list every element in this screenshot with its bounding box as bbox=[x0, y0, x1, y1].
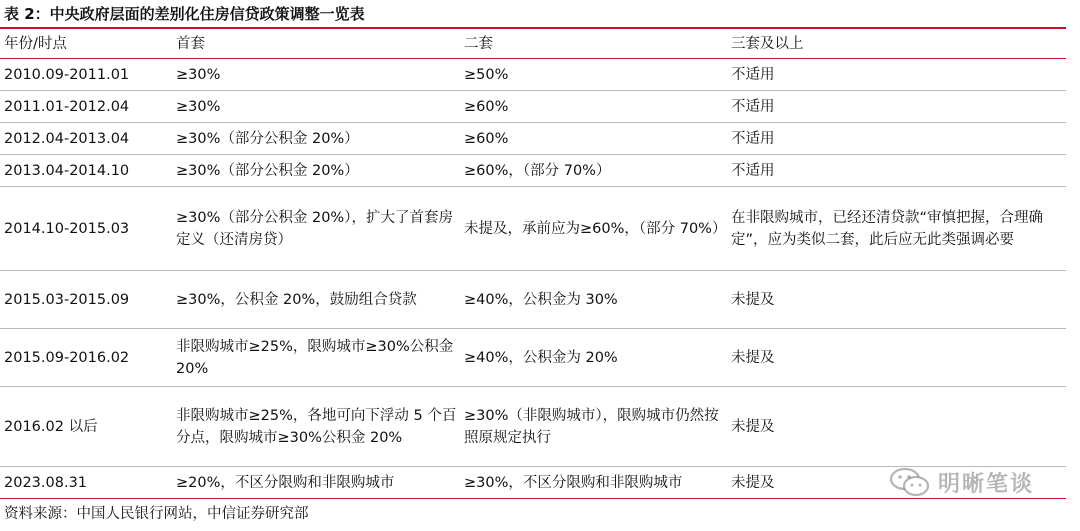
source-note: 资料来源：中国人民银行网站，中信证券研究部 bbox=[4, 506, 309, 522]
first-home-cell: ≥30%（部分公积金 20%） bbox=[172, 123, 460, 155]
watermark bbox=[888, 466, 1034, 498]
table-row bbox=[0, 155, 1066, 187]
first-home-cell: ≥30%（部分公积金 20%），扩大了首套房定义（还清房贷） bbox=[172, 187, 460, 271]
period-cell: 2016.02 以后 bbox=[0, 387, 172, 467]
first-home-cell: ≥20%，不区分限购和非限购城市 bbox=[172, 467, 460, 499]
period-cell: 2011.01-2012.04 bbox=[0, 91, 172, 123]
third-home-cell: 不适用 bbox=[727, 155, 1066, 187]
third-home-cell: 不适用 bbox=[727, 123, 1066, 155]
table-row bbox=[0, 123, 1066, 155]
first-home-cell: ≥30%，公积金 20%，鼓励组合贷款 bbox=[172, 271, 460, 329]
table-row bbox=[0, 59, 1066, 91]
table-row bbox=[0, 387, 1066, 467]
table-header-row bbox=[0, 30, 1066, 59]
third-home-cell: 未提及 bbox=[727, 329, 1066, 387]
second-home-cell: 未提及，承前应为≥60%，（部分 70%） bbox=[460, 187, 727, 271]
table-row bbox=[0, 187, 1066, 271]
column-header: 二套 bbox=[460, 30, 727, 59]
period-cell: 2023.08.31 bbox=[0, 467, 172, 499]
third-home-cell: 未提及 bbox=[727, 271, 1066, 329]
first-home-cell: ≥30%（部分公积金 20%） bbox=[172, 155, 460, 187]
third-home-cell: 在非限购城市，已经还清贷款“审慎把握，合理确定”，应为类似二套，此后应无此类强调必要 bbox=[727, 187, 1066, 271]
column-header: 年份/时点 bbox=[0, 30, 172, 59]
period-cell: 2012.04-2013.04 bbox=[0, 123, 172, 155]
table-row bbox=[0, 329, 1066, 387]
watermark-text: 明晰笔谈 bbox=[938, 471, 1035, 497]
second-home-cell: ≥50% bbox=[460, 59, 727, 91]
third-home-cell: 不适用 bbox=[727, 59, 1066, 91]
second-home-cell: ≥30%，不区分限购和非限购城市 bbox=[460, 467, 727, 499]
second-home-cell: ≥40%，公积金为 20% bbox=[460, 329, 727, 387]
third-home-cell: 不适用 bbox=[727, 91, 1066, 123]
table-row bbox=[0, 271, 1066, 329]
second-home-cell: ≥40%，公积金为 30% bbox=[460, 271, 727, 329]
period-cell: 2014.10-2015.03 bbox=[0, 187, 172, 271]
title-rule bbox=[0, 27, 1066, 29]
policy-table bbox=[0, 30, 1066, 499]
table-row bbox=[0, 91, 1066, 123]
period-cell: 2015.03-2015.09 bbox=[0, 271, 172, 329]
second-home-cell: ≥60% bbox=[460, 91, 727, 123]
second-home-cell: ≥60%，（部分 70%） bbox=[460, 155, 727, 187]
period-cell: 2013.04-2014.10 bbox=[0, 155, 172, 187]
period-cell: 2015.09-2016.02 bbox=[0, 329, 172, 387]
column-header: 三套及以上 bbox=[727, 30, 1066, 59]
first-home-cell: 非限购城市≥25%，限购城市≥30%公积金 20% bbox=[172, 329, 460, 387]
third-home-cell: 未提及 bbox=[727, 467, 1066, 499]
first-home-cell: ≥30% bbox=[172, 91, 460, 123]
second-home-cell: ≥60% bbox=[460, 123, 727, 155]
first-home-cell: 非限购城市≥25%，各地可向下浮动 5 个百分点，限购城市≥30%公积金 20% bbox=[172, 387, 460, 467]
period-cell: 2010.09-2011.01 bbox=[0, 59, 172, 91]
first-home-cell: ≥30% bbox=[172, 59, 460, 91]
third-home-cell: 未提及 bbox=[727, 387, 1066, 467]
wechat-icon bbox=[888, 466, 932, 498]
table-title: 表 2：中央政府层面的差别化住房信贷政策调整一览表 bbox=[4, 5, 365, 23]
second-home-cell: ≥30%（非限购城市），限购城市仍然按照原规定执行 bbox=[460, 387, 727, 467]
column-header: 首套 bbox=[172, 30, 460, 59]
